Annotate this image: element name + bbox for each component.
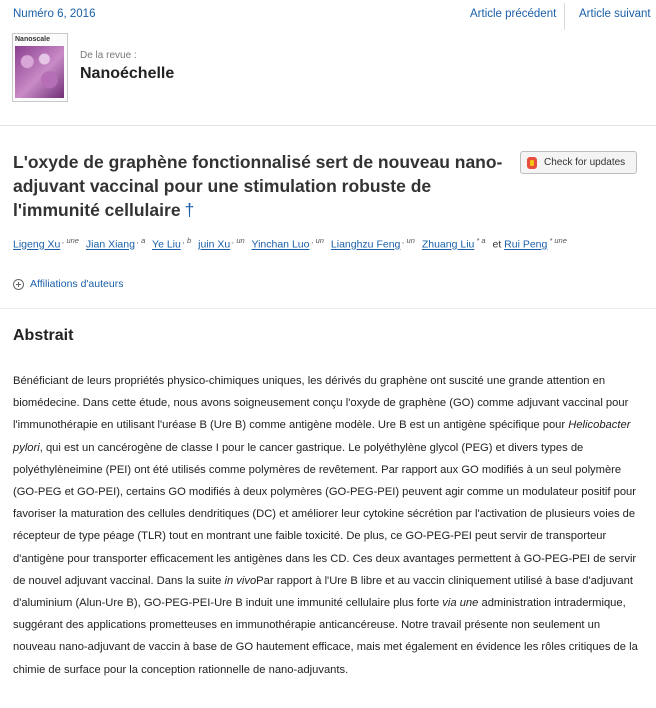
affiliations-label: Affiliations d'auteurs — [30, 278, 124, 290]
abstract-italic: via une — [442, 597, 479, 610]
abstract-text — [13, 370, 645, 681]
from-journal-label: De la revue : — [80, 50, 137, 61]
abstract-part: Par rapport à l'Ure B libre et au vaccin cliniquement utilisé à base d'adjuvant d'aluminium (Alun-Ure B), GO-PEG-PEI-Ure B induit une immunité cellulaire plus forte — [13, 574, 633, 610]
author-affiliation: , un — [232, 236, 245, 245]
abstract-part: administration intradermique, suggérant des applications prometteuses en immunothérapie anticancéreuse. Notre travail présente non seulement un nouveau nano-adjuvant de vaccin à base de GO hautement efficace, mais met également en évidence les rôles critiques de la chimie de surface pour la conception rationnelle de nano-adjuvants. — [13, 597, 638, 676]
author-link[interactable]: juin Xu — [198, 238, 231, 251]
author-link[interactable]: Zhuang Liu — [421, 238, 475, 251]
author-link[interactable]: Jian Xiang — [85, 238, 135, 251]
abstract-heading: Abstrait — [13, 327, 74, 344]
author-link[interactable]: Yinchan Luo — [251, 238, 310, 251]
author-affiliation: , une — [62, 236, 79, 245]
abstract-part: Bénéficiant de leurs propriétés physico-chimiques uniques, les dérivés du graphène ont suscité une grande attention en biomédecine. Dans cette étude, nous avons soigneusement conçu l'oxyde de graphène (GO) comme adjuvant vaccinal pour l'immunothérapie en utilisant l'uréase B (Ure B) comme antigène modèle. Ure B est un antigène spécifique pour — [13, 375, 629, 432]
top-bar — [0, 0, 656, 32]
abstract-italic: Helicobacter pylori — [13, 419, 631, 454]
journal-cover-image[interactable] — [12, 33, 68, 102]
author-link[interactable]: Ligeng Xu — [13, 238, 61, 251]
cover-title: Nanoscale — [15, 36, 51, 43]
abstract-italic: in vivo — [224, 574, 257, 587]
author-affiliation: , b — [182, 236, 192, 245]
check-for-updates-label: Check for updates — [544, 157, 626, 168]
author-affiliation: * a — [476, 236, 486, 245]
authors-and: et — [492, 238, 502, 251]
author-link[interactable]: Rui Peng — [504, 238, 548, 251]
journal-name-link[interactable]: Nanoéchelle — [80, 65, 175, 82]
expand-plus-icon — [13, 279, 24, 290]
divider — [0, 308, 656, 309]
author-affiliation: , un — [402, 236, 415, 245]
author-affiliation: , un — [311, 236, 324, 245]
next-article-link[interactable]: Article suivant — [579, 8, 651, 20]
author-affiliations-toggle[interactable] — [13, 278, 123, 290]
author-affiliation: , a — [136, 236, 146, 245]
check-for-updates-button[interactable] — [520, 151, 637, 174]
previous-article-link[interactable]: Article précédent — [470, 8, 557, 20]
cover-artwork — [15, 46, 64, 98]
divider — [0, 125, 656, 126]
article-title-text: L'oxyde de graphène fonctionnalisé sert de nouveau nano-adjuvant vaccinal pour une stimulation robuste de l'immunité cellulaire — [13, 152, 503, 220]
author-link[interactable]: Lianghzu Feng — [330, 238, 401, 251]
issue-link[interactable]: Numéro 6, 2016 — [13, 8, 96, 20]
author-list — [13, 236, 643, 251]
article-title — [13, 150, 503, 222]
abstract-part: , qui est un cancérogène de classe I pour le cancer gastrique. Le polyéthylène glycol (PEG) et divers types de polyéthylèneimine (PEI) ont été utilisés comme polymères de revêtement. Par rapport aux GO modifiés à un seul polymère (GO-PEG et GO-PEI), certains GO modifiés à deux polymères (GO-PEG-PEI) peuvent agir comme un modulateur positif pour favoriser la maturation des cellules dendritiques (DC) et améliorer leur cytokine sécrétion par l'activation de plusieurs voies de récepteur de type péage (TLR) tout en montrant une faible toxicité. De plus, ce GO-PEG-PEI peut servir de transporteur d'antigène pour transporter efficacement les antigènes dans les CD. Ces deux avantages permettent à GO-PEG-PEI de servir de nouvel adjuvant vaccinal. Dans la suite — [13, 441, 637, 587]
author-affiliation: * une — [549, 236, 567, 245]
nav-divider — [564, 3, 565, 30]
journal-info — [0, 32, 656, 124]
crossmark-icon — [525, 156, 539, 170]
author-link[interactable]: Ye Liu — [152, 238, 181, 251]
esi-dagger-link[interactable]: † — [184, 200, 195, 220]
